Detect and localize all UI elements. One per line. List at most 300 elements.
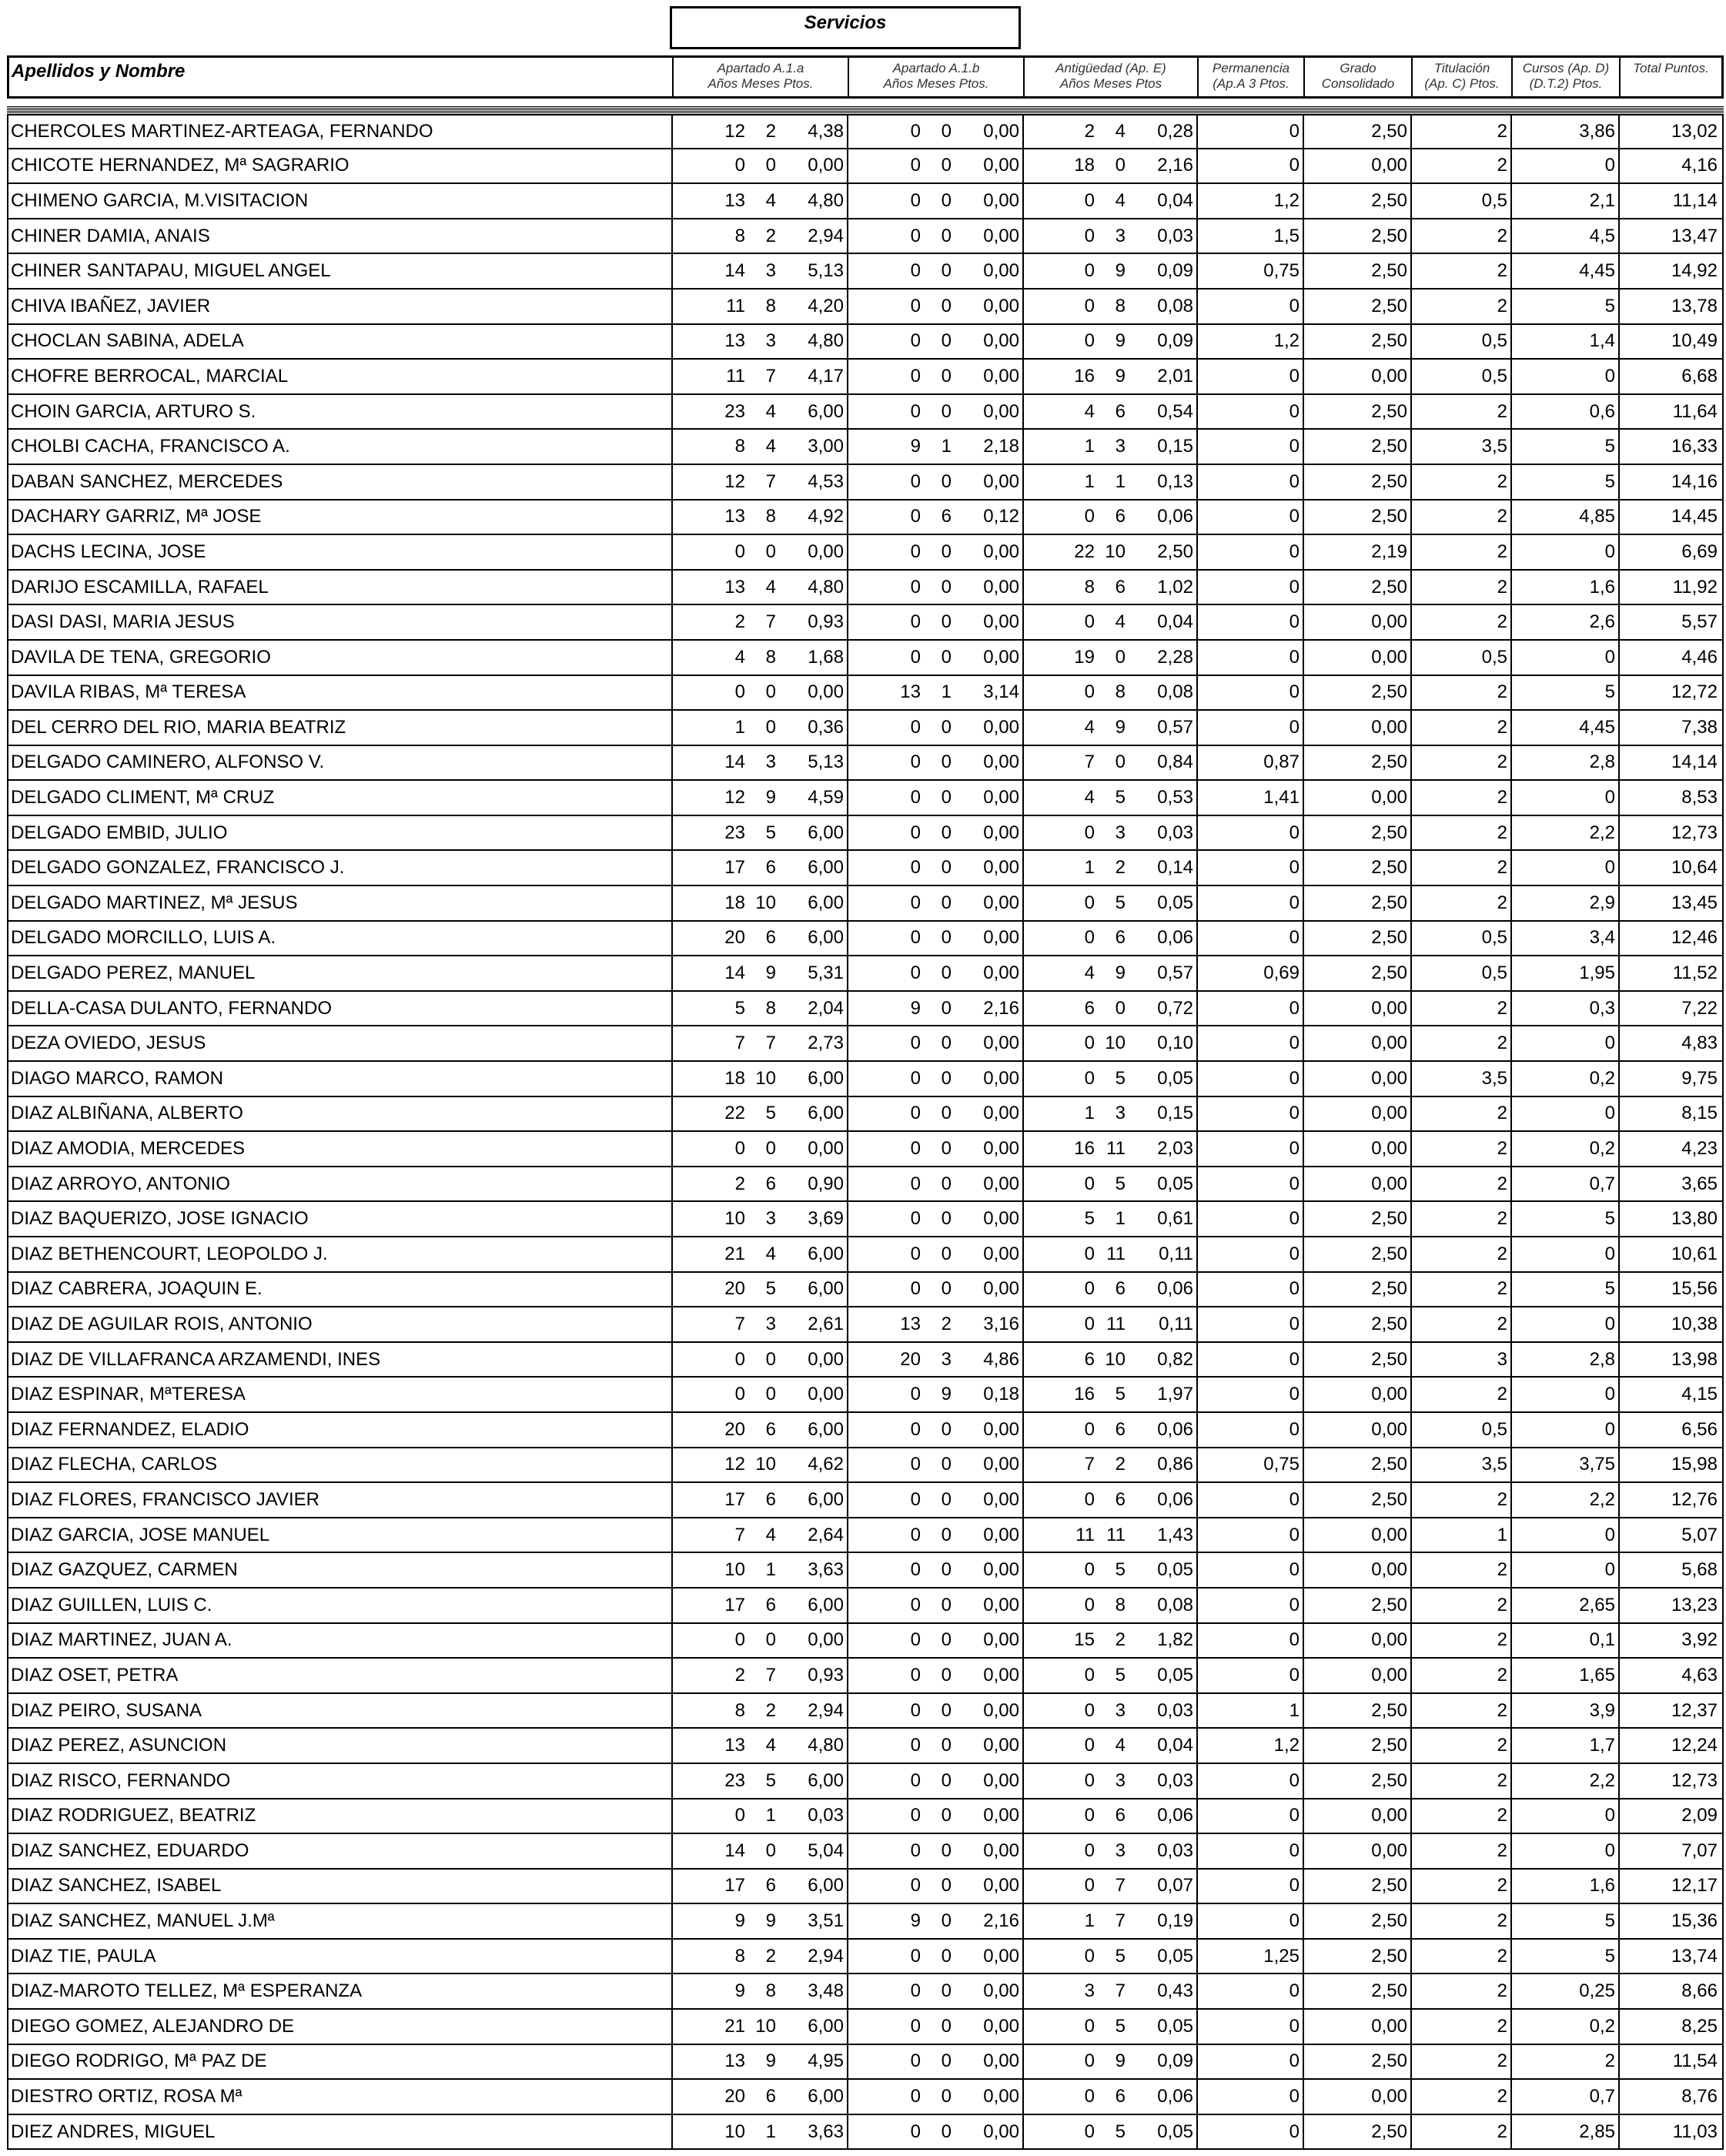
cell-titulacion: 2 xyxy=(1410,1307,1510,1341)
cell-cursos: 0,1 xyxy=(1510,1624,1618,1658)
cell-anos: 0 xyxy=(1084,1243,1095,1264)
cell-anos: 10 xyxy=(724,1559,745,1581)
cell-anos: 0 xyxy=(1084,1313,1095,1334)
cell-a1a xyxy=(671,219,847,253)
cell-a1a xyxy=(671,1202,847,1236)
cell-cursos: 0 xyxy=(1510,360,1618,393)
cell-antiguedad xyxy=(1022,1589,1196,1622)
cell-ptos: 0,82 xyxy=(1157,1348,1193,1370)
cell-anos: 13 xyxy=(724,2051,745,2072)
cell-meses: 6 xyxy=(1115,1278,1126,1300)
cell-grado: 0,00 xyxy=(1303,781,1410,815)
cell-grado: 0,00 xyxy=(1303,1834,1410,1868)
cell-meses: 0 xyxy=(941,1840,952,1861)
cell-grado: 2,50 xyxy=(1303,1202,1410,1236)
table-row xyxy=(8,711,1722,746)
cell-titulacion: 2 xyxy=(1410,2010,1510,2044)
cell-ptos: 0,00 xyxy=(983,2015,1019,2037)
cell-name: DELGADO CLIMENT, Mª CRUZ xyxy=(11,787,275,808)
table-row xyxy=(8,149,1722,185)
cell-ptos: 0,00 xyxy=(983,1699,1019,1721)
cell-anos: 0 xyxy=(910,1980,921,2002)
cell-ptos: 5,13 xyxy=(808,260,844,282)
cell-meses: 2 xyxy=(1115,1629,1126,1651)
cell-anos: 0 xyxy=(910,787,921,808)
cell-antiguedad xyxy=(1022,1799,1196,1833)
cell-permanencia: 0 xyxy=(1196,1659,1303,1692)
cell-anos: 0 xyxy=(1084,2121,1095,2142)
cell-anos: 2 xyxy=(734,611,745,633)
cell-total: 11,92 xyxy=(1618,571,1721,604)
cell-permanencia: 0 xyxy=(1196,1553,1303,1587)
table-row xyxy=(8,1062,1722,1097)
cell-antiguedad xyxy=(1022,922,1196,956)
cell-a1b xyxy=(847,922,1022,956)
cell-anos: 18 xyxy=(1074,155,1095,176)
cell-ptos: 6,00 xyxy=(808,1875,844,1897)
cell-meses: 7 xyxy=(765,470,776,492)
cell-a1a xyxy=(671,1834,847,1868)
cell-meses: 10 xyxy=(755,1454,776,1475)
cell-ptos: 2,64 xyxy=(808,1524,844,1545)
cell-ptos: 0,00 xyxy=(983,2086,1019,2107)
cell-meses: 0 xyxy=(1115,997,1126,1019)
cell-anos: 0 xyxy=(910,1699,921,1721)
table-row xyxy=(8,1870,1722,1905)
cell-cursos: 5 xyxy=(1510,676,1618,710)
cell-meses: 3 xyxy=(765,1208,776,1230)
cell-meses: 3 xyxy=(765,330,776,352)
table-row xyxy=(8,1273,1722,1308)
cell-anos: 0 xyxy=(910,1243,921,1264)
cell-anos: 4 xyxy=(1084,962,1095,984)
cell-antiguedad xyxy=(1022,956,1196,990)
cell-a1a xyxy=(671,254,847,288)
table-row xyxy=(8,1764,1722,1799)
cell-anos: 0 xyxy=(910,1945,921,1967)
cell-antiguedad xyxy=(1022,1378,1196,1411)
cell-anos: 5 xyxy=(1084,1208,1095,1230)
cell-a1b xyxy=(847,886,1022,920)
cell-ptos: 0,93 xyxy=(808,611,844,633)
cell-ptos: 0,00 xyxy=(808,1138,844,1160)
cell-anos: 0 xyxy=(910,1805,921,1826)
cell-cursos: 2 xyxy=(1510,2045,1618,2079)
cell-meses: 9 xyxy=(1115,962,1126,984)
cell-a1b xyxy=(847,500,1022,534)
cell-ptos: 0,00 xyxy=(983,400,1019,422)
cell-permanencia: 0,87 xyxy=(1196,746,1303,780)
cell-grado: 2,50 xyxy=(1303,956,1410,990)
cell-a1b xyxy=(847,395,1022,429)
cell-anos: 0 xyxy=(910,365,921,387)
cell-antiguedad xyxy=(1022,325,1196,359)
cell-antiguedad xyxy=(1022,430,1196,464)
cell-anos: 0 xyxy=(910,1173,921,1194)
cell-titulacion: 0,5 xyxy=(1410,641,1510,675)
cell-a1b xyxy=(847,1694,1022,1728)
table-row xyxy=(8,535,1722,571)
cell-anos: 22 xyxy=(1074,541,1095,562)
cell-permanencia: 0 xyxy=(1196,851,1303,885)
cell-anos: 0 xyxy=(1084,1945,1095,1967)
table-row xyxy=(8,219,1722,255)
cell-grado: 2,50 xyxy=(1303,430,1410,464)
cell-anos: 12 xyxy=(724,120,745,142)
cell-total: 13,23 xyxy=(1618,1589,1721,1622)
cell-name: DIAZ FERNANDEZ, ELADIO xyxy=(11,1418,249,1440)
cell-titulacion: 2 xyxy=(1410,1273,1510,1307)
table-row xyxy=(8,290,1722,325)
cell-meses: 3 xyxy=(1115,436,1126,457)
cell-a1b xyxy=(847,2115,1022,2149)
cell-anos: 0 xyxy=(910,1664,921,1686)
table-row xyxy=(8,746,1722,782)
table-row xyxy=(8,360,1722,395)
cell-ptos: 0,00 xyxy=(983,1594,1019,1615)
cell-ptos: 0,54 xyxy=(1157,400,1193,422)
cell-total: 6,69 xyxy=(1618,535,1721,569)
cell-a1a xyxy=(671,1974,847,2008)
cell-grado: 2,50 xyxy=(1303,500,1410,534)
cell-antiguedad xyxy=(1022,1694,1196,1728)
cell-a1b xyxy=(847,1553,1022,1587)
cell-meses: 6 xyxy=(765,1488,776,1510)
cell-anos: 8 xyxy=(734,436,745,457)
cell-anos: 13 xyxy=(724,1735,745,1756)
cell-meses: 7 xyxy=(1115,1875,1126,1897)
cell-anos: 5 xyxy=(734,997,745,1019)
cell-meses: 0 xyxy=(765,716,776,738)
cell-anos: 0 xyxy=(1084,2086,1095,2107)
cell-ptos: 5,13 xyxy=(808,752,844,773)
table-row xyxy=(8,430,1722,465)
cell-cursos: 2,2 xyxy=(1510,816,1618,850)
cell-a1b xyxy=(847,1237,1022,1271)
cell-grado: 2,50 xyxy=(1303,116,1410,148)
cell-a1a xyxy=(671,711,847,745)
table-row xyxy=(8,1940,1722,1975)
cell-ptos: 6,00 xyxy=(808,1067,844,1089)
cell-anos: 16 xyxy=(1074,365,1095,387)
cell-ptos: 1,82 xyxy=(1157,1629,1193,1651)
cell-name: DIAZ BAQUERIZO, JOSE IGNACIO xyxy=(11,1208,309,1230)
cell-grado: 0,00 xyxy=(1303,1624,1410,1658)
cell-anos: 0 xyxy=(910,1418,921,1440)
cell-total: 11,64 xyxy=(1618,395,1721,429)
cell-ptos: 2,16 xyxy=(1157,155,1193,176)
cell-anos: 0 xyxy=(734,1805,745,1826)
cell-antiguedad xyxy=(1022,1553,1196,1587)
cell-ptos: 1,02 xyxy=(1157,576,1193,598)
cell-ptos: 6,00 xyxy=(808,1103,844,1124)
cell-grado: 0,00 xyxy=(1303,2080,1410,2114)
cell-total: 10,64 xyxy=(1618,851,1721,885)
cell-meses: 0 xyxy=(941,892,952,913)
cell-meses: 5 xyxy=(1115,1384,1126,1405)
cell-meses: 4 xyxy=(1115,120,1126,142)
cell-meses: 0 xyxy=(941,365,952,387)
cell-anos: 16 xyxy=(1074,1384,1095,1405)
table-row xyxy=(8,851,1722,886)
cell-titulacion: 2 xyxy=(1410,500,1510,534)
cell-a1a xyxy=(671,360,847,393)
cell-meses: 5 xyxy=(765,822,776,843)
cell-anos: 0 xyxy=(910,189,921,211)
table-row xyxy=(8,325,1722,360)
cell-titulacion: 0,5 xyxy=(1410,325,1510,359)
cell-ptos: 0,93 xyxy=(808,1664,844,1686)
cell-anos: 0 xyxy=(910,225,921,246)
cell-a1a xyxy=(671,1097,847,1131)
cell-cursos: 0 xyxy=(1510,535,1618,569)
cell-ptos: 0,00 xyxy=(983,295,1019,316)
cell-ptos: 0,00 xyxy=(983,189,1019,211)
cell-anos: 0 xyxy=(1084,295,1095,316)
cell-meses: 5 xyxy=(1115,1559,1126,1581)
cell-name: DIAZ GUILLEN, LUIS C. xyxy=(11,1594,212,1615)
cell-ptos: 6,00 xyxy=(808,857,844,879)
cell-ptos: 0,00 xyxy=(808,541,844,562)
cell-name: DIAZ PEREZ, ASUNCION xyxy=(11,1735,227,1756)
table-row xyxy=(8,395,1722,430)
cell-permanencia: 1,5 xyxy=(1196,219,1303,253)
table-row xyxy=(8,1518,1722,1554)
cell-name: CHICOTE HERNANDEZ, Mª SAGRARIO xyxy=(11,155,350,176)
cell-titulacion: 2 xyxy=(1410,886,1510,920)
cell-name: DIAZ-MAROTO TELLEZ, Mª ESPERANZA xyxy=(11,1980,363,2002)
cell-ptos: 0,00 xyxy=(983,225,1019,246)
header-antiguedad: Antigüedad (Ap. E) Años Meses Ptos xyxy=(1023,58,1197,96)
cell-grado: 2,50 xyxy=(1303,1307,1410,1341)
cell-a1b xyxy=(847,1799,1022,1833)
cell-cursos: 3,4 xyxy=(1510,922,1618,956)
cell-meses: 0 xyxy=(941,1033,952,1054)
cell-cursos: 1,6 xyxy=(1510,571,1618,604)
cell-ptos: 2,16 xyxy=(983,997,1019,1019)
table-row xyxy=(8,1097,1722,1133)
cell-anos: 0 xyxy=(910,1769,921,1791)
cell-anos: 1 xyxy=(734,716,745,738)
cell-anos: 0 xyxy=(910,1735,921,1756)
cell-anos: 0 xyxy=(1084,1875,1095,1897)
cell-meses: 6 xyxy=(1115,927,1126,949)
cell-ptos: 2,03 xyxy=(1157,1138,1193,1160)
cell-titulacion: 3,5 xyxy=(1410,1062,1510,1096)
cell-total: 9,75 xyxy=(1618,1062,1721,1096)
cell-total: 12,73 xyxy=(1618,1764,1721,1798)
cell-meses: 0 xyxy=(941,1735,952,1756)
cell-name: DIAZ DE VILLAFRANCA ARZAMENDI, INES xyxy=(11,1348,381,1370)
cell-a1b xyxy=(847,1413,1022,1447)
cell-ptos: 0,00 xyxy=(983,1488,1019,1510)
cell-ptos: 4,17 xyxy=(808,365,844,387)
cell-anos: 1 xyxy=(1084,1103,1095,1124)
cell-a1b xyxy=(847,465,1022,499)
cell-a1a xyxy=(671,746,847,780)
cell-ptos: 0,00 xyxy=(983,822,1019,843)
cell-name: CHOLBI CACHA, FRANCISCO A. xyxy=(11,436,290,457)
cell-total: 14,16 xyxy=(1618,465,1721,499)
cell-antiguedad xyxy=(1022,1167,1196,1201)
cell-ptos: 0,12 xyxy=(983,506,1019,527)
cell-ptos: 0,08 xyxy=(1157,1594,1193,1615)
cell-ptos: 0,36 xyxy=(808,716,844,738)
cell-permanencia: 1,41 xyxy=(1196,781,1303,815)
cell-name: CHERCOLES MARTINEZ-ARTEAGA, FERNANDO xyxy=(11,120,433,142)
cell-grado: 2,50 xyxy=(1303,1940,1410,1974)
cell-grado: 2,50 xyxy=(1303,886,1410,920)
cell-a1a xyxy=(671,1307,847,1341)
cell-meses: 0 xyxy=(941,2121,952,2142)
cell-meses: 1 xyxy=(1115,1208,1126,1230)
cell-anos: 0 xyxy=(910,1559,921,1581)
cell-antiguedad xyxy=(1022,1974,1196,2008)
cell-ptos: 0,00 xyxy=(983,1208,1019,1230)
cell-antiguedad xyxy=(1022,1904,1196,1938)
cell-anos: 0 xyxy=(1084,1699,1095,1721)
cell-a1a xyxy=(671,290,847,323)
cell-permanencia: 0 xyxy=(1196,1026,1303,1060)
cell-antiguedad xyxy=(1022,465,1196,499)
cell-total: 5,57 xyxy=(1618,605,1721,639)
cell-meses: 2 xyxy=(765,120,776,142)
cell-a1a xyxy=(671,1413,847,1447)
cell-titulacion: 2 xyxy=(1410,1132,1510,1166)
cell-grado: 2,50 xyxy=(1303,2115,1410,2149)
cell-meses: 4 xyxy=(1115,611,1126,633)
table-row xyxy=(8,1729,1722,1764)
cell-anos: 0 xyxy=(1084,892,1095,913)
cell-anos: 9 xyxy=(734,1910,745,1932)
cell-anos: 18 xyxy=(724,892,745,913)
cell-anos: 2 xyxy=(734,1664,745,1686)
cell-antiguedad xyxy=(1022,605,1196,639)
cell-ptos: 0,00 xyxy=(983,1418,1019,1440)
cell-anos: 9 xyxy=(910,997,921,1019)
cell-total: 11,52 xyxy=(1618,956,1721,990)
cell-name: DIEZ ANDRES, MIGUEL xyxy=(11,2121,216,2142)
cell-grado: 2,50 xyxy=(1303,922,1410,956)
cell-a1b xyxy=(847,956,1022,990)
cell-total: 5,68 xyxy=(1618,1553,1721,1587)
cell-anos: 22 xyxy=(724,1103,745,1124)
cell-cursos: 0,2 xyxy=(1510,1062,1618,1096)
cell-meses: 0 xyxy=(1115,752,1126,773)
cell-ptos: 6,00 xyxy=(808,1418,844,1440)
cell-ptos: 6,00 xyxy=(808,1278,844,1300)
cell-titulacion: 2 xyxy=(1410,1974,1510,2008)
table-row xyxy=(8,184,1722,219)
cell-anos: 0 xyxy=(910,857,921,879)
cell-total: 13,80 xyxy=(1618,1202,1721,1236)
cell-permanencia: 0 xyxy=(1196,395,1303,429)
cell-ptos: 4,80 xyxy=(808,1735,844,1756)
cell-permanencia: 0 xyxy=(1196,1624,1303,1658)
cell-ptos: 0,05 xyxy=(1157,2015,1193,2037)
cell-ptos: 0,00 xyxy=(983,1243,1019,1264)
cell-antiguedad xyxy=(1022,1659,1196,1692)
cell-titulacion: 0,5 xyxy=(1410,1413,1510,1447)
cell-meses: 0 xyxy=(941,1454,952,1475)
cell-ptos: 0,72 xyxy=(1157,997,1193,1019)
cell-meses: 0 xyxy=(941,1278,952,1300)
cell-a1a xyxy=(671,922,847,956)
cell-anos: 0 xyxy=(910,892,921,913)
cell-anos: 20 xyxy=(724,1278,745,1300)
cell-name: CHOCLAN SABINA, ADELA xyxy=(11,330,244,352)
cell-titulacion: 2 xyxy=(1410,1870,1510,1903)
cell-cursos: 0,3 xyxy=(1510,992,1618,1026)
cell-antiguedad xyxy=(1022,641,1196,675)
cell-a1a xyxy=(671,781,847,815)
cell-name: DEL CERRO DEL RIO, MARIA BEATRIZ xyxy=(11,716,346,738)
cell-total: 13,78 xyxy=(1618,290,1721,323)
cell-grado: 0,00 xyxy=(1303,1518,1410,1552)
cell-anos: 0 xyxy=(910,962,921,984)
cell-permanencia: 0 xyxy=(1196,1799,1303,1833)
cell-ptos: 0,15 xyxy=(1157,436,1193,457)
cell-meses: 0 xyxy=(765,681,776,703)
cell-a1b xyxy=(847,1659,1022,1692)
cell-grado: 0,00 xyxy=(1303,1026,1410,1060)
cell-total: 4,83 xyxy=(1618,1026,1721,1060)
cell-anos: 0 xyxy=(1084,1735,1095,1756)
cell-name: DIAZ PEIRO, SUSANA xyxy=(11,1699,202,1721)
cell-ptos: 0,00 xyxy=(983,1805,1019,1826)
cell-meses: 0 xyxy=(941,1208,952,1230)
cell-ptos: 0,09 xyxy=(1157,260,1193,282)
cell-permanencia: 0 xyxy=(1196,1097,1303,1131)
column-header-row xyxy=(7,55,1724,99)
cell-anos: 14 xyxy=(724,962,745,984)
cell-ptos: 2,50 xyxy=(1157,541,1193,562)
cell-cursos: 2,8 xyxy=(1510,746,1618,780)
cell-anos: 0 xyxy=(1084,506,1095,527)
cell-anos: 7 xyxy=(734,1524,745,1545)
cell-antiguedad xyxy=(1022,1062,1196,1096)
cell-anos: 12 xyxy=(724,1454,745,1475)
cell-cursos: 0 xyxy=(1510,1237,1618,1271)
cell-anos: 0 xyxy=(1084,611,1095,633)
cell-meses: 0 xyxy=(1115,155,1126,176)
cell-titulacion: 2 xyxy=(1410,1202,1510,1236)
cell-ptos: 2,94 xyxy=(808,1945,844,1967)
cell-ptos: 0,00 xyxy=(983,365,1019,387)
cell-name: CHIVA IBAÑEZ, JAVIER xyxy=(11,295,211,316)
cell-anos: 0 xyxy=(910,752,921,773)
cell-ptos: 6,00 xyxy=(808,2015,844,2037)
cell-ptos: 0,06 xyxy=(1157,1418,1193,1440)
cell-ptos: 6,00 xyxy=(808,1594,844,1615)
cell-a1b xyxy=(847,1834,1022,1868)
cell-a1a xyxy=(671,1273,847,1307)
table-row xyxy=(8,465,1722,500)
cell-a1a xyxy=(671,571,847,604)
cell-a1a xyxy=(671,535,847,569)
cell-anos: 0 xyxy=(1084,1278,1095,1300)
cell-ptos: 0,86 xyxy=(1157,1454,1193,1475)
cell-meses: 11 xyxy=(1106,1138,1126,1160)
cell-permanencia: 0 xyxy=(1196,1904,1303,1938)
cell-titulacion: 1 xyxy=(1410,1518,1510,1552)
cell-total: 5,07 xyxy=(1618,1518,1721,1552)
cell-anos: 12 xyxy=(724,470,745,492)
cell-grado: 2,50 xyxy=(1303,1729,1410,1763)
cell-anos: 0 xyxy=(1084,1769,1095,1791)
cell-anos: 0 xyxy=(910,541,921,562)
cell-ptos: 0,00 xyxy=(983,1664,1019,1686)
